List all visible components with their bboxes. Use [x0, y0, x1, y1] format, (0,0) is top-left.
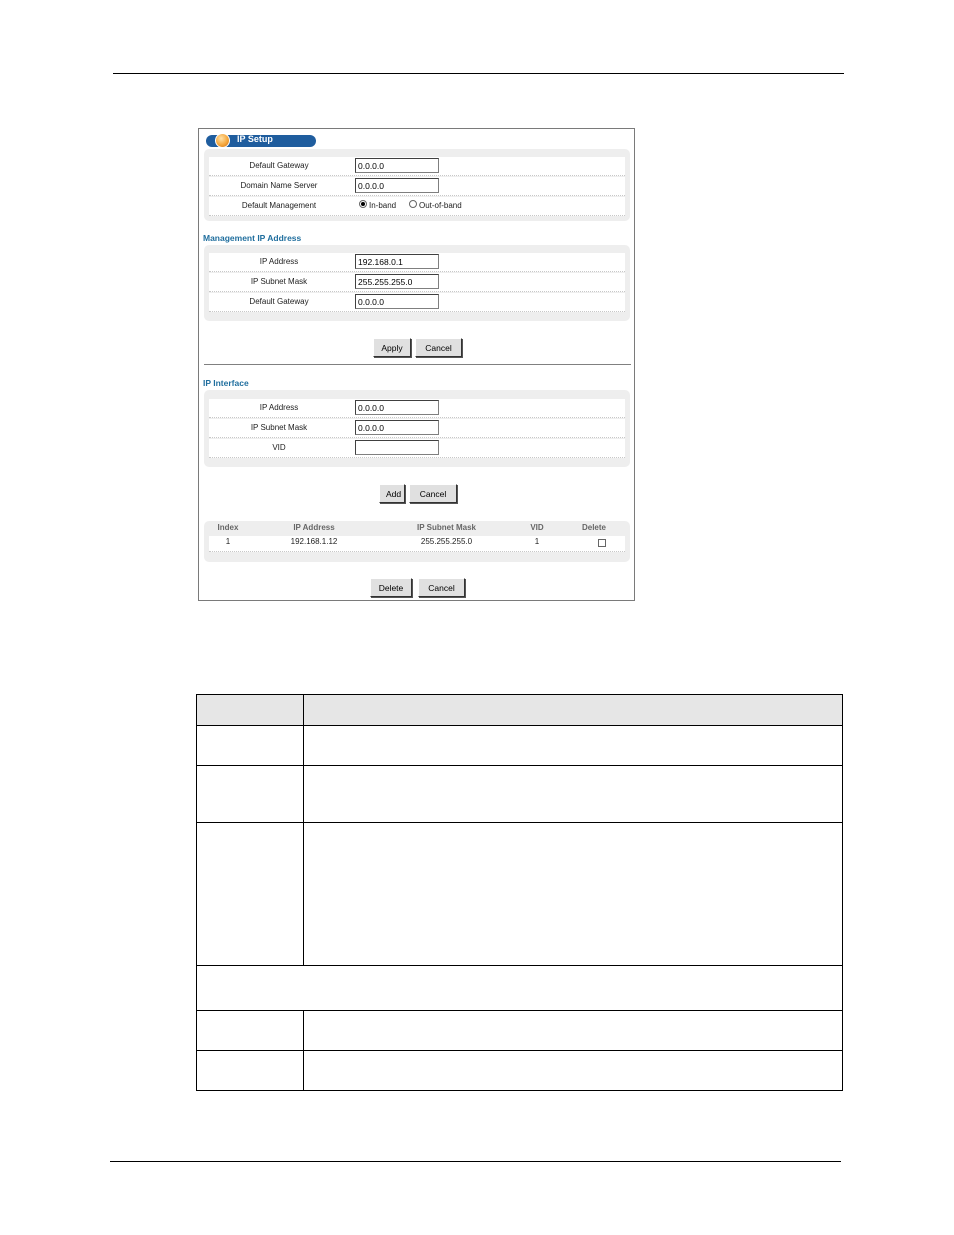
mgmt-ip-section-title: Management IP Address	[203, 233, 302, 243]
panel-title-bar	[206, 135, 316, 147]
iface-ip-input[interactable]	[355, 400, 439, 415]
desc-row	[197, 1011, 842, 1051]
ip-interface-group	[204, 390, 630, 467]
section-divider	[204, 364, 631, 365]
add-button[interactable]: Add	[379, 484, 405, 503]
interface-table	[204, 521, 630, 562]
delete-checkbox[interactable]	[598, 539, 606, 547]
page-header-rule	[113, 73, 844, 74]
outofband-radio[interactable]	[409, 200, 417, 208]
cell-subnet-mask: 255.255.255.0	[420, 537, 473, 546]
iface-ip-row	[209, 399, 625, 418]
table-cancel-button[interactable]: Cancel	[418, 578, 465, 597]
ip-interface-section-title: IP Interface	[203, 378, 249, 388]
inband-label: In-band	[369, 201, 397, 210]
table-row	[209, 536, 625, 552]
iface-vid-input[interactable]	[355, 440, 439, 455]
ip-setup-panel	[198, 128, 635, 601]
apply-button[interactable]: Apply	[373, 338, 411, 357]
ip-setup-group	[204, 149, 630, 221]
outofband-label: Out-of-band	[419, 201, 462, 210]
mgmt-gateway-input[interactable]	[355, 294, 439, 309]
desc-row	[197, 823, 842, 966]
iface-vid-row	[209, 439, 625, 458]
header-subnet-mask: IP Subnet Mask	[417, 523, 476, 532]
desc-row	[197, 966, 842, 1011]
orb-icon	[215, 133, 230, 148]
mgmt-ip-group	[204, 245, 630, 321]
header-ip-address: IP Address	[293, 523, 335, 532]
mgmt-ip-row	[209, 253, 625, 272]
desc-row	[197, 766, 842, 823]
dns-row	[209, 177, 625, 196]
iface-mask-input[interactable]	[355, 420, 439, 435]
iface-vid-label: VID	[272, 443, 286, 452]
page-footer-rule	[110, 1161, 841, 1162]
default-management-label: Default Management	[241, 201, 317, 210]
mgmt-gateway-label: Default Gateway	[249, 297, 309, 306]
mgmt-mask-row	[209, 273, 625, 292]
mgmt-ip-input[interactable]	[355, 254, 439, 269]
mgmt-gateway-row	[209, 293, 625, 312]
header-index: Index	[217, 523, 239, 532]
default-management-row	[209, 197, 625, 216]
iface-mask-row	[209, 419, 625, 438]
panel-title: IP Setup	[237, 134, 273, 144]
table-header	[204, 521, 630, 535]
mgmt-ip-label: IP Address	[259, 257, 299, 266]
delete-button[interactable]: Delete	[370, 578, 412, 597]
description-table	[196, 694, 843, 1091]
dns-label: Domain Name Server	[240, 181, 318, 190]
iface-cancel-button[interactable]: Cancel	[409, 484, 457, 503]
mgmt-mask-input[interactable]	[355, 274, 439, 289]
header-delete: Delete	[581, 523, 606, 532]
cell-index: 1	[225, 537, 231, 546]
mgmt-mask-label: IP Subnet Mask	[250, 277, 308, 286]
desc-row	[197, 726, 842, 766]
desc-column-divider	[303, 695, 304, 966]
default-gateway-input[interactable]	[355, 158, 439, 173]
cell-vid: 1	[534, 537, 540, 546]
mgmt-cancel-button[interactable]: Cancel	[415, 338, 462, 357]
iface-ip-label: IP Address	[259, 403, 299, 412]
dns-input[interactable]	[355, 178, 439, 193]
header-vid: VID	[530, 523, 544, 532]
inband-radio[interactable]	[359, 200, 367, 208]
default-gateway-label: Default Gateway	[249, 161, 309, 170]
default-gateway-row	[209, 157, 625, 176]
iface-mask-label: IP Subnet Mask	[250, 423, 308, 432]
desc-column-divider	[303, 1011, 304, 1090]
cell-ip-address: 192.168.1.12	[290, 537, 338, 546]
desc-header-row	[197, 695, 842, 726]
